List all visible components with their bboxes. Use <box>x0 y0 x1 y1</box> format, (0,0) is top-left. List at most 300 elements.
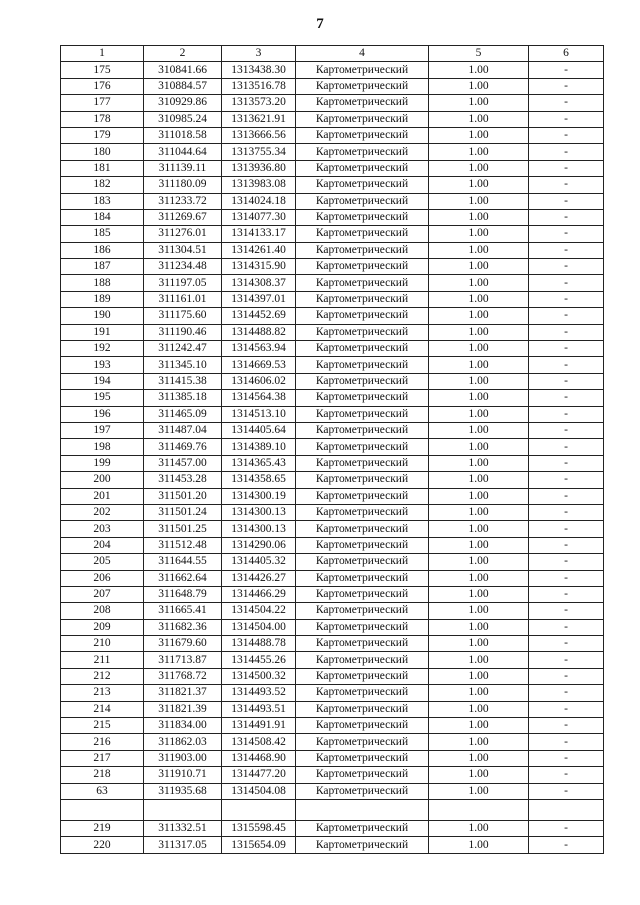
cell-method: Картометрический <box>296 308 429 324</box>
cell-point-number: 215 <box>61 718 144 734</box>
table-row <box>61 275 604 291</box>
cell-method: Картометрический <box>296 504 429 520</box>
cell-description: - <box>529 177 604 193</box>
cell-method: Картометрический <box>296 78 429 94</box>
cell-x: 311768.72 <box>144 668 222 684</box>
cell-method: Картометрический <box>296 668 429 684</box>
table-row <box>61 111 604 127</box>
cell-x: 311197.05 <box>144 275 222 291</box>
cell-accuracy: 1.00 <box>429 537 529 553</box>
cell-accuracy: 1.00 <box>429 554 529 570</box>
cell-method: Картометрический <box>296 422 429 438</box>
cell-y: 1314358.65 <box>222 472 296 488</box>
cell-x: 311317.05 <box>144 837 222 853</box>
cell-description: - <box>529 685 604 701</box>
cell-y: 1314290.06 <box>222 537 296 553</box>
cell-point-number: 177 <box>61 95 144 111</box>
coordinates-table <box>60 45 604 854</box>
cell-x: 311242.47 <box>144 341 222 357</box>
cell-accuracy: 1.00 <box>429 767 529 783</box>
cell-point-number: 199 <box>61 455 144 471</box>
cell-accuracy: 1.00 <box>429 652 529 668</box>
cell-description: - <box>529 537 604 553</box>
cell-accuracy: 1.00 <box>429 308 529 324</box>
cell-x: 311662.64 <box>144 570 222 586</box>
table-row <box>61 324 604 340</box>
cell-x: 311453.28 <box>144 472 222 488</box>
cell-description: - <box>529 127 604 143</box>
cell-y: 1313621.91 <box>222 111 296 127</box>
cell-accuracy: 1.00 <box>429 95 529 111</box>
cell-point-number: 193 <box>61 357 144 373</box>
cell-method: Картометрический <box>296 783 429 799</box>
table-row <box>61 472 604 488</box>
cell-x: 310929.86 <box>144 95 222 111</box>
cell-method: Картометрический <box>296 177 429 193</box>
cell-accuracy: 1.00 <box>429 291 529 307</box>
table-row <box>61 636 604 652</box>
cell-y: 1314477.20 <box>222 767 296 783</box>
cell-x: 311910.71 <box>144 767 222 783</box>
cell-method: Картометрический <box>296 570 429 586</box>
cell-method: Картометрический <box>296 652 429 668</box>
table-row <box>61 837 604 853</box>
table-row <box>61 750 604 766</box>
table-row <box>61 799 604 820</box>
cell-point-number: 207 <box>61 586 144 602</box>
cell-description: - <box>529 820 604 836</box>
cell-accuracy: 1.00 <box>429 521 529 537</box>
cell-method: Картометрический <box>296 701 429 717</box>
cell-point-number: 183 <box>61 193 144 209</box>
cell-point-number: 179 <box>61 127 144 143</box>
cell-y: 1314504.08 <box>222 783 296 799</box>
table-row <box>61 554 604 570</box>
cell-method: Картометрический <box>296 259 429 275</box>
cell-y: 1314365.43 <box>222 455 296 471</box>
cell-point-number: 180 <box>61 144 144 160</box>
cell-point-number: 214 <box>61 701 144 717</box>
table-row <box>61 127 604 143</box>
cell-x: 311180.09 <box>144 177 222 193</box>
cell-description: - <box>529 619 604 635</box>
cell-method: Картометрический <box>296 390 429 406</box>
cell-x: 311415.38 <box>144 373 222 389</box>
cell-method: Картометрический <box>296 734 429 750</box>
cell-description: - <box>529 750 604 766</box>
cell-point-number: 210 <box>61 636 144 652</box>
cell-point-number: 63 <box>61 783 144 799</box>
cell-y: 1314300.13 <box>222 504 296 520</box>
cell-accuracy: 1.00 <box>429 488 529 504</box>
cell-description: - <box>529 783 604 799</box>
cell-accuracy: 1.00 <box>429 422 529 438</box>
cell-point-number: 192 <box>61 341 144 357</box>
cell-point-number: 219 <box>61 820 144 836</box>
cell-y: 1314669.53 <box>222 357 296 373</box>
table-row <box>61 488 604 504</box>
cell-y: 1314493.51 <box>222 701 296 717</box>
cell-point-number: 187 <box>61 259 144 275</box>
cell-method: Картометрический <box>296 718 429 734</box>
cell-accuracy: 1.00 <box>429 603 529 619</box>
cell-description: - <box>529 62 604 78</box>
cell-description: - <box>529 390 604 406</box>
cell-y: 1314308.37 <box>222 275 296 291</box>
cell-description: - <box>529 193 604 209</box>
cell-x: 311044.64 <box>144 144 222 160</box>
cell-method: Картометрический <box>296 341 429 357</box>
cell-x: 311682.36 <box>144 619 222 635</box>
cell-method: Картометрический <box>296 291 429 307</box>
cell-y: 1314405.64 <box>222 422 296 438</box>
table-row <box>61 767 604 783</box>
cell-x: 311487.04 <box>144 422 222 438</box>
cell-y: 1313936.80 <box>222 160 296 176</box>
cell-method: Картометрический <box>296 193 429 209</box>
cell-x: 311512.48 <box>144 537 222 553</box>
cell-description: - <box>529 837 604 853</box>
table-row <box>61 603 604 619</box>
table-row <box>61 439 604 455</box>
table-row <box>61 177 604 193</box>
cell-point-number: 197 <box>61 422 144 438</box>
cell-y: 1314455.26 <box>222 652 296 668</box>
cell-description: - <box>529 291 604 307</box>
cell-accuracy: 1.00 <box>429 701 529 717</box>
cell-method: Картометрический <box>296 636 429 652</box>
cell-y: 1314606.02 <box>222 373 296 389</box>
cell-method: Картометрический <box>296 488 429 504</box>
cell-x: 310884.57 <box>144 78 222 94</box>
cell-point-number: 186 <box>61 242 144 258</box>
cell-point-number: 218 <box>61 767 144 783</box>
cell-accuracy: 1.00 <box>429 439 529 455</box>
table-row <box>61 390 604 406</box>
table-row <box>61 259 604 275</box>
cell-accuracy: 1.00 <box>429 242 529 258</box>
cell-point-number: 204 <box>61 537 144 553</box>
cell-description: - <box>529 488 604 504</box>
table-row <box>61 652 604 668</box>
cell-accuracy: 1.00 <box>429 78 529 94</box>
table-row <box>61 160 604 176</box>
cell-x: 311018.58 <box>144 127 222 143</box>
cell-accuracy: 1.00 <box>429 636 529 652</box>
cell-accuracy: 1.00 <box>429 783 529 799</box>
page-number: 7 <box>316 16 324 32</box>
cell-method: Картометрический <box>296 127 429 143</box>
cell-accuracy: 1.00 <box>429 177 529 193</box>
cell-accuracy: 1.00 <box>429 750 529 766</box>
cell-y: 1314315.90 <box>222 259 296 275</box>
cell-method: Картометрический <box>296 62 429 78</box>
table-row <box>61 734 604 750</box>
cell-accuracy: 1.00 <box>429 734 529 750</box>
cell-y: 1314491.91 <box>222 718 296 734</box>
table-row <box>61 718 604 734</box>
cell-point-number: 196 <box>61 406 144 422</box>
cell-y: 1314300.19 <box>222 488 296 504</box>
cell-x: 311304.51 <box>144 242 222 258</box>
cell-point-number: 205 <box>61 554 144 570</box>
cell-y: 1313755.34 <box>222 144 296 160</box>
cell-accuracy: 1.00 <box>429 226 529 242</box>
cell-accuracy: 1.00 <box>429 472 529 488</box>
cell-point-number: 209 <box>61 619 144 635</box>
cell-accuracy: 1.00 <box>429 570 529 586</box>
cell-point-number: 206 <box>61 570 144 586</box>
cell-y: 1314504.22 <box>222 603 296 619</box>
cell-method: Картометрический <box>296 820 429 836</box>
cell-accuracy: 1.00 <box>429 193 529 209</box>
cell-point-number: 189 <box>61 291 144 307</box>
table-row <box>61 209 604 225</box>
cell-accuracy: 1.00 <box>429 586 529 602</box>
cell-description: - <box>529 586 604 602</box>
cell-x: 311713.87 <box>144 652 222 668</box>
cell-point-number: 191 <box>61 324 144 340</box>
cell-method: Картометрический <box>296 406 429 422</box>
cell-point-number: 211 <box>61 652 144 668</box>
cell-description: - <box>529 422 604 438</box>
cell-method: Картометрический <box>296 472 429 488</box>
cell-y: 1314493.52 <box>222 685 296 701</box>
cell-accuracy: 1.00 <box>429 373 529 389</box>
cell-method: Картометрический <box>296 767 429 783</box>
cell-x <box>144 799 222 820</box>
cell-x: 311679.60 <box>144 636 222 652</box>
cell-y: 1314426.27 <box>222 570 296 586</box>
cell-y: 1315654.09 <box>222 837 296 853</box>
table-row <box>61 619 604 635</box>
cell-y: 1314261.40 <box>222 242 296 258</box>
cell-point-number: 176 <box>61 78 144 94</box>
cell-accuracy: 1.00 <box>429 455 529 471</box>
cell-point-number: 190 <box>61 308 144 324</box>
cell-description: - <box>529 226 604 242</box>
cell-accuracy: 1.00 <box>429 324 529 340</box>
cell-method <box>296 799 429 820</box>
cell-y: 1315598.45 <box>222 820 296 836</box>
cell-y: 1314133.17 <box>222 226 296 242</box>
cell-method: Картометрический <box>296 455 429 471</box>
cell-point-number <box>61 799 144 820</box>
cell-accuracy: 1.00 <box>429 127 529 143</box>
table-row <box>61 291 604 307</box>
cell-accuracy: 1.00 <box>429 341 529 357</box>
cell-accuracy: 1.00 <box>429 111 529 127</box>
cell-method: Картометрический <box>296 521 429 537</box>
column-header-point-number: 1 <box>61 46 144 62</box>
cell-accuracy: 1.00 <box>429 62 529 78</box>
cell-y: 1314024.18 <box>222 193 296 209</box>
cell-x: 311234.48 <box>144 259 222 275</box>
cell-accuracy: 1.00 <box>429 357 529 373</box>
cell-method: Картометрический <box>296 357 429 373</box>
cell-y: 1314508.42 <box>222 734 296 750</box>
cell-description: - <box>529 668 604 684</box>
cell-x: 311345.10 <box>144 357 222 373</box>
cell-method: Картометрический <box>296 837 429 853</box>
cell-method: Картометрический <box>296 275 429 291</box>
cell-x: 311648.79 <box>144 586 222 602</box>
cell-point-number: 185 <box>61 226 144 242</box>
cell-accuracy: 1.00 <box>429 837 529 853</box>
cell-x: 311139.11 <box>144 160 222 176</box>
cell-point-number: 202 <box>61 504 144 520</box>
cell-point-number: 178 <box>61 111 144 127</box>
cell-method: Картометрический <box>296 373 429 389</box>
table-row <box>61 570 604 586</box>
table-row <box>61 406 604 422</box>
cell-y: 1313983.08 <box>222 177 296 193</box>
cell-y: 1313573.20 <box>222 95 296 111</box>
table-row <box>61 685 604 701</box>
cell-y: 1314077.30 <box>222 209 296 225</box>
cell-description: - <box>529 160 604 176</box>
cell-x: 311644.55 <box>144 554 222 570</box>
table-row <box>61 537 604 553</box>
cell-y: 1314488.82 <box>222 324 296 340</box>
cell-accuracy: 1.00 <box>429 718 529 734</box>
cell-point-number: 220 <box>61 837 144 853</box>
cell-x: 311385.18 <box>144 390 222 406</box>
cell-y: 1314488.78 <box>222 636 296 652</box>
cell-accuracy: 1.00 <box>429 390 529 406</box>
cell-description: - <box>529 373 604 389</box>
table-row <box>61 521 604 537</box>
cell-description: - <box>529 259 604 275</box>
cell-x: 311469.76 <box>144 439 222 455</box>
cell-point-number: 181 <box>61 160 144 176</box>
cell-description <box>529 799 604 820</box>
cell-point-number: 175 <box>61 62 144 78</box>
table-row <box>61 95 604 111</box>
cell-x: 311862.03 <box>144 734 222 750</box>
cell-description: - <box>529 603 604 619</box>
table-body <box>61 62 604 853</box>
cell-x: 311834.00 <box>144 718 222 734</box>
cell-accuracy: 1.00 <box>429 160 529 176</box>
cell-description: - <box>529 95 604 111</box>
table-row <box>61 308 604 324</box>
cell-x: 311465.09 <box>144 406 222 422</box>
cell-description: - <box>529 275 604 291</box>
cell-y: 1314466.29 <box>222 586 296 602</box>
cell-description: - <box>529 718 604 734</box>
cell-accuracy <box>429 799 529 820</box>
cell-point-number: 213 <box>61 685 144 701</box>
cell-method: Картометрический <box>296 226 429 242</box>
table-row <box>61 373 604 389</box>
cell-point-number: 182 <box>61 177 144 193</box>
cell-point-number: 203 <box>61 521 144 537</box>
cell-point-number: 195 <box>61 390 144 406</box>
cell-y: 1314513.10 <box>222 406 296 422</box>
table-row <box>61 226 604 242</box>
cell-y: 1314563.94 <box>222 341 296 357</box>
cell-method: Картометрический <box>296 95 429 111</box>
cell-x: 310841.66 <box>144 62 222 78</box>
cell-description: - <box>529 341 604 357</box>
cell-method: Картометрический <box>296 603 429 619</box>
table-row <box>61 357 604 373</box>
column-header-y: 3 <box>222 46 296 62</box>
cell-x: 311332.51 <box>144 820 222 836</box>
table-row <box>61 783 604 799</box>
cell-accuracy: 1.00 <box>429 504 529 520</box>
table-row <box>61 668 604 684</box>
cell-point-number: 201 <box>61 488 144 504</box>
table-row <box>61 586 604 602</box>
table-row <box>61 422 604 438</box>
cell-x: 311457.00 <box>144 455 222 471</box>
table-row <box>61 820 604 836</box>
cell-description: - <box>529 308 604 324</box>
cell-accuracy: 1.00 <box>429 820 529 836</box>
cell-x: 311821.39 <box>144 701 222 717</box>
cell-method: Картометрический <box>296 750 429 766</box>
cell-description: - <box>529 439 604 455</box>
cell-method: Картометрический <box>296 554 429 570</box>
cell-method: Картометрический <box>296 160 429 176</box>
cell-point-number: 216 <box>61 734 144 750</box>
cell-point-number: 208 <box>61 603 144 619</box>
cell-description: - <box>529 636 604 652</box>
cell-y: 1313516.78 <box>222 78 296 94</box>
cell-method: Картометрический <box>296 324 429 340</box>
cell-description: - <box>529 701 604 717</box>
cell-accuracy: 1.00 <box>429 275 529 291</box>
cell-point-number: 212 <box>61 668 144 684</box>
column-header-description: 6 <box>529 46 604 62</box>
cell-x: 311501.24 <box>144 504 222 520</box>
cell-y: 1314389.10 <box>222 439 296 455</box>
cell-x: 311276.01 <box>144 226 222 242</box>
cell-y: 1314300.13 <box>222 521 296 537</box>
cell-description: - <box>529 144 604 160</box>
cell-method: Картометрический <box>296 439 429 455</box>
cell-y: 1314405.32 <box>222 554 296 570</box>
cell-description: - <box>529 652 604 668</box>
cell-description: - <box>529 357 604 373</box>
cell-y: 1314468.90 <box>222 750 296 766</box>
cell-x: 311903.00 <box>144 750 222 766</box>
table-header-row <box>61 46 604 62</box>
cell-x: 311501.20 <box>144 488 222 504</box>
column-header-method: 4 <box>296 46 429 62</box>
cell-method: Картометрический <box>296 144 429 160</box>
table-row <box>61 242 604 258</box>
cell-point-number: 200 <box>61 472 144 488</box>
column-header-accuracy: 5 <box>429 46 529 62</box>
cell-x: 311665.41 <box>144 603 222 619</box>
cell-accuracy: 1.00 <box>429 668 529 684</box>
table-row <box>61 78 604 94</box>
cell-method: Картометрический <box>296 586 429 602</box>
cell-description: - <box>529 554 604 570</box>
cell-accuracy: 1.00 <box>429 144 529 160</box>
cell-x: 311269.67 <box>144 209 222 225</box>
cell-method: Картометрический <box>296 111 429 127</box>
column-header-x: 2 <box>144 46 222 62</box>
table-row <box>61 455 604 471</box>
cell-x: 311821.37 <box>144 685 222 701</box>
table-row <box>61 341 604 357</box>
table-row <box>61 504 604 520</box>
cell-method: Картометрический <box>296 537 429 553</box>
